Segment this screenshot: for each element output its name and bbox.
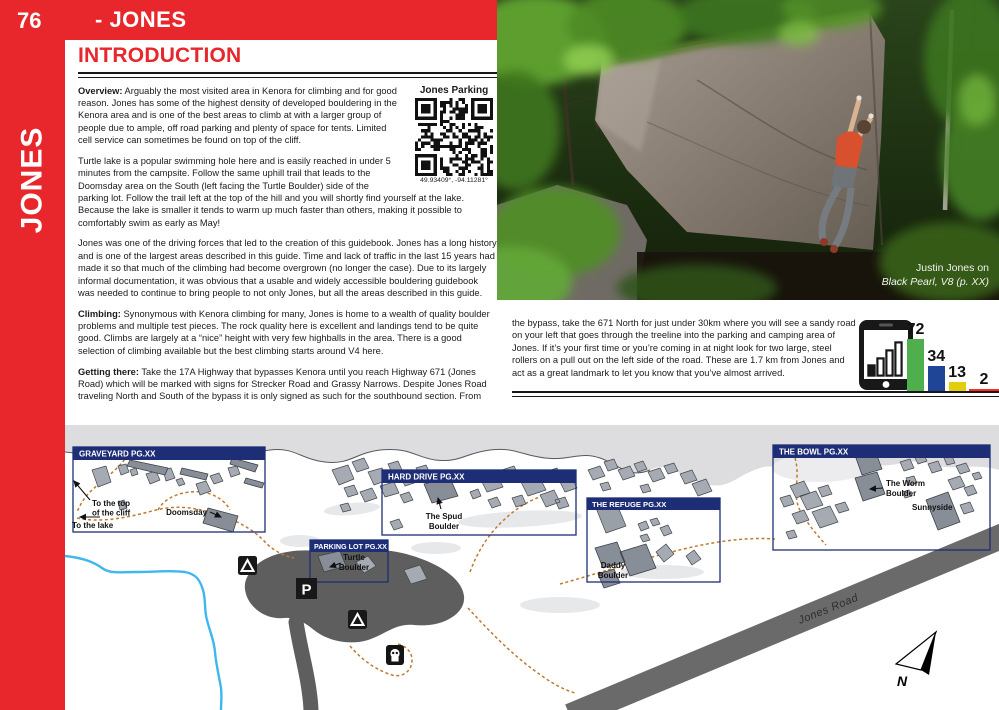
qr-code	[415, 98, 493, 176]
svg-text:Boulder: Boulder	[597, 571, 629, 580]
doomsday-label: Doomsday	[166, 508, 207, 517]
spud-label: The Spud	[425, 512, 463, 521]
photo-caption-line1: Justin Jones on	[916, 262, 989, 274]
svg-text:N: N	[897, 673, 908, 689]
to-lake-label: To the lake	[72, 521, 114, 530]
intro-paragraph-overview: Overview: Arguably the most visited area in Kenora for climbing and for good reason. Jones has some of the highest density of developed bouldering in the Kenora area and is one of the best areas to climb at with a larger group of people due to ample, off road parking and plenty of space for tents. Limited cell service can sometimes be found on top of the cliff.	[78, 85, 397, 145]
intro-heading: INTRODUCTION	[78, 44, 242, 67]
qr-title: Jones Parking	[419, 84, 489, 96]
grade-bar	[969, 372, 999, 392]
continuation-section	[512, 317, 857, 379]
intro-paragraph-history: Jones was one of the driving forces that led to the creation of this guidebook. Jones has a long history and is one of the largest areas described in this guide. Time and lack of traffic in the last 15 years had made it so that much of the climbing had become overgrown (no longer the case). Due to its largely informal documentation, it was obvious that a usable and widely accessible bouldering guidebook was needed to continue to bring people to not only Jones, but all the areas described in this guide.	[78, 238, 497, 298]
area-map	[0, 425, 999, 710]
svg-text:Boulder: Boulder	[338, 563, 370, 572]
svg-text:THE BOWL PG.XX: THE BOWL PG.XX	[779, 447, 849, 457]
grade-chart	[855, 313, 999, 391]
grade-bar	[927, 349, 945, 391]
svg-text:HARD DRIVE PG.XX: HARD DRIVE PG.XX	[388, 472, 465, 482]
grade-bar-value: 72	[906, 320, 925, 338]
grade-bar	[948, 365, 966, 391]
to-top-label: To the top	[92, 499, 131, 508]
qr-block	[411, 85, 497, 184]
svg-text:Boulder: Boulder	[428, 522, 460, 531]
grade-bars	[907, 322, 999, 391]
continuation-paragraph: the bypass, take the 671 North for just under 30km where you will see a sandy road on your left that goes through the treeline into the parking and camping area of Jones. If it’s your first time or you’re coming in at night look for two large, steel rollers on a pull out on the left side of the road. These are 1.7 km from Jones and act as a great landmark to let you know that you’ve almost arrived.	[512, 318, 856, 378]
clearing	[772, 454, 868, 482]
intro-paragraph-getting-there: Getting there: Take the 17A Highway that bypasses Kenora until you reach Highway 671 (Jones Road) which will be marked with signs for Strecker Road and Grassy Narrows. Despite Jones Road traveling North and South of the bypass it is only signed as such for the southbound section. From	[78, 366, 487, 402]
access-road	[296, 622, 311, 710]
stream	[65, 556, 221, 710]
parking-icon	[296, 578, 317, 599]
grade-bar-value: 13	[948, 363, 966, 381]
grade-bar-value: 34	[927, 348, 946, 366]
area-photo	[497, 0, 999, 300]
skull-icon	[386, 645, 404, 665]
intro-paragraph-turtle-lake: Turtle lake is a popular swimming hole here and is easily reached in under 5 minutes from the campsite. Follow the same uphill trail that leads to the Doomsday area on the South (left facing the Turtle Boulder) side of the parking lot. Follow the trail left at the top of the hill and you will shortly find yourself at the lake. Because the lake is smaller it tends to warm up much faster than others, making it possible to comfortably swim as early as May!	[78, 155, 465, 228]
grade-bar-value: 2	[979, 370, 989, 388]
worm-label: The Worm	[886, 479, 925, 488]
svg-text:THE REFUGE PG.XX: THE REFUGE PG.XX	[592, 500, 667, 509]
svg-text:PARKING LOT PG.XX: PARKING LOT PG.XX	[314, 542, 387, 551]
heading-rule	[78, 72, 497, 78]
intro-paragraph-climbing: Climbing: Synonymous with Kenora climbing for many, Jones is home to a wealth of quality boulder problems and multiple test pieces. The rock quality here is excellent and landings tend to be quite good. Climbs are largely at a “nice” height with very few highballs in the area. There is a good selection of climbing available but the best climbing starts around V4 here.	[78, 308, 490, 356]
turtle-label: Turtle	[343, 553, 365, 562]
svg-text:Boulder: Boulder	[886, 489, 917, 498]
page-number: 76	[17, 8, 42, 33]
svg-text:GRAVEYARD PG.XX: GRAVEYARD PG.XX	[79, 449, 156, 459]
photo-caption-line2: Black Pearl, V8 (p. XX)	[881, 276, 989, 288]
section-rule	[512, 391, 999, 397]
page-title: - JONES	[65, 0, 497, 40]
compass-north-icon	[896, 632, 936, 689]
jones-road-label: Jones Road	[796, 591, 861, 627]
daddy-label: Daddy	[600, 561, 626, 570]
sunnyside-label: Sunnyside	[912, 503, 953, 512]
tent-icon	[238, 556, 257, 575]
intro-section	[78, 44, 497, 411]
svg-text:of the cliff: of the cliff	[92, 508, 131, 518]
svg-text:P: P	[301, 581, 312, 599]
qr-coordinates: 49.93409°, -94.11281°	[420, 176, 488, 184]
tent-icon	[348, 610, 367, 629]
sidebar-title: JONES	[15, 126, 49, 234]
grade-bar	[907, 322, 925, 391]
